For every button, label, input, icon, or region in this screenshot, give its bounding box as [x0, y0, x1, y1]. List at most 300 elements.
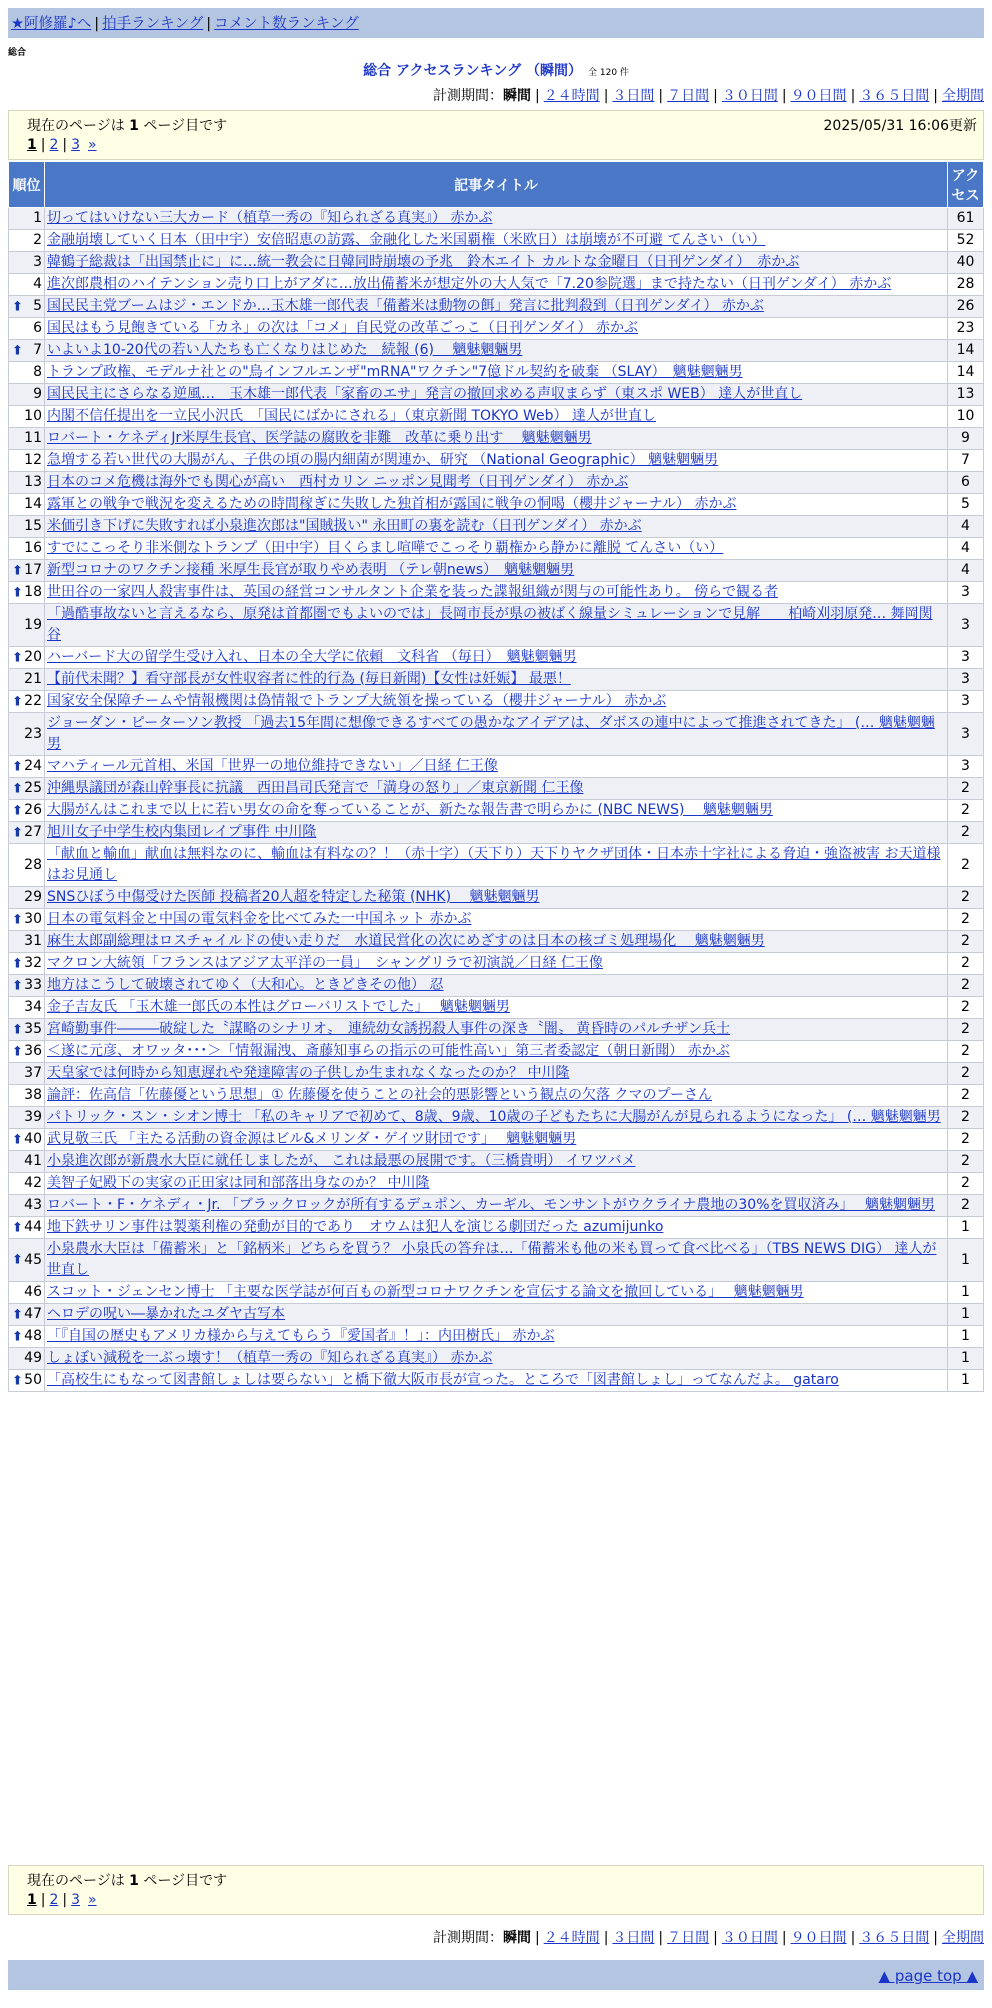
rank-cell — [9, 778, 45, 800]
title-cell — [45, 909, 948, 931]
clap-ranking-link[interactable]: 拍手ランキング — [102, 16, 204, 32]
table-row — [9, 274, 984, 296]
table-row — [9, 1107, 984, 1129]
article-title-link[interactable]: 韓鶴子総裁は「出国禁止に」に…統一教会に日韓同時崩壊の予兆 鈴木エイト カルトな金曜日（日刊ゲンダイ） 赤かぶ — [47, 254, 800, 270]
article-title-link[interactable]: 大腸がんはこれまで以上に若い男女の命を奪っていることが、新たな報告書で明らかに (NBC NEWS) 魑魅魍魎男 — [47, 802, 773, 818]
rank-number: 35 — [24, 1021, 42, 1037]
title-cell — [45, 691, 948, 713]
period-separator: | — [603, 1930, 609, 1946]
rank-number: 6 — [33, 320, 42, 336]
period-separator: | — [603, 88, 609, 104]
access-count: 4 — [948, 560, 984, 582]
period-option-link[interactable]: ７日間 — [667, 88, 710, 104]
article-title-link[interactable]: 国民はもう見飽きている「カネ」の次は「コメ」自民党の改革ごっこ（日刊ゲンダイ） 赤かぶ — [47, 320, 639, 336]
rank-cell — [9, 1304, 45, 1326]
rank-number: 2 — [33, 232, 42, 248]
article-title-link[interactable]: スコット・ジェンセン博士 「主要な医学誌が何百もの新型コロナワクチンを宣伝する論文を撤回している」 魑魅魍魎男 — [47, 1284, 804, 1300]
access-count: 2 — [948, 1173, 984, 1195]
rank-up-arrow-icon: ⬆ — [12, 1132, 23, 1147]
period-option-link[interactable]: ７日間 — [667, 1930, 710, 1946]
rank-cell — [9, 1107, 45, 1129]
home-link[interactable]: ★阿修羅♪へ — [11, 16, 92, 32]
title-cell — [45, 756, 948, 778]
article-title-link[interactable]: 地下鉄サリン事件は製薬利権の発動が目的であり オウムは犯人を演じる劇団だった azumijunko — [47, 1219, 664, 1235]
rank-cell — [9, 713, 45, 756]
table-row — [9, 604, 984, 647]
period-option-link[interactable]: ３０日間 — [721, 1930, 778, 1946]
title-cell — [45, 560, 948, 582]
article-title-link[interactable]: 内閣不信任提出を一立民小沢氏 「国民にばかにされる」（東京新聞 TOKYO Web） 達人が世直し — [47, 408, 656, 424]
rank-header: 順位 — [9, 162, 45, 208]
access-count: 2 — [948, 997, 984, 1019]
current-page-text — [27, 115, 227, 135]
pagination-next-link[interactable]: » — [88, 1892, 97, 1908]
table-row — [9, 647, 984, 669]
table-row — [9, 1239, 984, 1282]
article-title-link[interactable]: ジョーダン・ピーターソン教授 「過去15年間に想像できるすべての愚かなアイデアは、ダボスの連中によって推進されてきた」 (… 魑魅魍魎男 — [47, 715, 935, 752]
article-title-link[interactable]: 旭川女子中学生校内集団レイプ事件 中川隆 — [47, 824, 317, 840]
rank-number: 25 — [24, 780, 42, 796]
rank-number: 29 — [24, 889, 42, 905]
table-row — [9, 494, 984, 516]
rank-cell — [9, 647, 45, 669]
period-option-link[interactable]: ２４時間 — [543, 88, 600, 104]
access-count: 6 — [948, 472, 984, 494]
table-row — [9, 997, 984, 1019]
rank-number: 12 — [24, 452, 42, 468]
title-cell — [45, 1304, 948, 1326]
article-title-link[interactable]: 「『自国の歴史もアメリカ様から与えてもらう『愛国者』！」：内田樹氏」 赤かぶ — [47, 1328, 555, 1344]
table-row — [9, 1348, 984, 1370]
article-title-link[interactable]: 天皇家では何時から知恵遅れや発達障害の子供しか生まれなくなったのか？ 中川隆 — [47, 1065, 570, 1081]
title-cell — [45, 450, 948, 472]
period-option-link[interactable]: ９０日間 — [790, 88, 847, 104]
rank-cell — [9, 1195, 45, 1217]
article-title-link[interactable]: 金子吉友氏 「玉木雄一郎氏の本性はグローバリストでした」 魑魅魍魎男 — [47, 999, 510, 1015]
current-page-prefix: 現在のページは — [27, 1873, 130, 1889]
rank-number: 23 — [24, 725, 42, 742]
period-option-link[interactable]: 全期間 — [942, 1930, 984, 1946]
pagination-page-link[interactable]: 3 — [71, 1892, 81, 1908]
access-count: 2 — [948, 1085, 984, 1107]
comment-ranking-link[interactable]: コメント数ランキング — [214, 16, 359, 32]
access-count: 1 — [948, 1370, 984, 1392]
item-count: 全 120 件 — [588, 68, 629, 78]
rank-number: 48 — [24, 1328, 42, 1344]
title-cell — [45, 296, 948, 318]
pagination-current-page: 1 — [27, 137, 37, 153]
period-option-link[interactable]: 全期間 — [942, 88, 984, 104]
period-separator: | — [850, 88, 856, 104]
rank-up-arrow-icon: ⬆ — [12, 1307, 23, 1322]
rank-number: 5 — [33, 298, 42, 314]
rank-number: 31 — [24, 933, 42, 949]
pagination-page-link[interactable]: 2 — [49, 1892, 59, 1908]
rank-cell — [9, 800, 45, 822]
rank-number: 16 — [24, 540, 42, 556]
access-count: 3 — [948, 669, 984, 691]
rank-number: 47 — [24, 1306, 42, 1322]
nav-separator: | — [206, 16, 212, 32]
period-label: 計測期間： — [432, 1930, 503, 1946]
article-title-link[interactable]: 切ってはいけない三大カード（植草一秀の『知られざる真実』） 赤かぶ — [47, 210, 493, 226]
period-separator: | — [713, 1930, 718, 1946]
table-row — [9, 1019, 984, 1041]
period-option-link[interactable]: ３６５日間 — [859, 88, 930, 104]
access-count: 1 — [948, 1326, 984, 1348]
rank-number: 42 — [24, 1175, 42, 1191]
article-title-link[interactable]: 麻生太郎副総理はロスチャイルドの使い走りだ 水道民営化の次にめざすのは日本の核ゴミ処理場化 魑魅魍魎男 — [47, 933, 765, 949]
article-title-link[interactable]: 地方はこうして破壊されてゆく（大和心。ときどきその他） 忍 — [47, 977, 444, 993]
rank-cell — [9, 384, 45, 406]
article-title-link[interactable]: いよいよ10-20代の若い人たちも亡くなりはじめた 続報 (6) 魑魅魍魎男 — [47, 342, 523, 358]
article-title-link[interactable]: 論評：佐高信「佐藤優という思想」① 佐藤優を使うことの社会的悪影響という観点の欠落 クマのプーさん — [47, 1087, 713, 1103]
article-title-link[interactable]: 【前代未聞？】看守部長が女性収容者に性的行為 (毎日新聞)【女性は妊娠】 最悪！ — [47, 671, 571, 687]
article-title-link[interactable]: 日本のコメ危機は海外でも関心が高い 西村カリン ニッポン見聞考（日刊ゲンダイ） 赤かぶ — [47, 474, 629, 490]
rank-number: 36 — [24, 1043, 42, 1059]
access-count: 2 — [948, 844, 984, 887]
table-row — [9, 362, 984, 384]
rank-number: 20 — [24, 649, 42, 665]
rank-cell — [9, 1085, 45, 1107]
table-row — [9, 756, 984, 778]
period-option-link[interactable]: ３６５日間 — [859, 1930, 930, 1946]
rank-cell — [9, 296, 45, 318]
article-title-link[interactable]: 新型コロナのワクチン接種 米厚生長官が取りやめ表明 （テレ朝news） 魑魅魍魎男 — [47, 562, 575, 578]
access-count: 2 — [948, 778, 984, 800]
period-selector-bottom — [433, 1927, 984, 1947]
rank-cell — [9, 1063, 45, 1085]
access-count: 4 — [948, 538, 984, 560]
rank-up-arrow-icon: ⬆ — [12, 299, 23, 314]
rank-number: 17 — [24, 562, 42, 578]
rank-cell — [9, 909, 45, 931]
rank-up-arrow-icon: ⬆ — [12, 978, 23, 993]
access-count: 3 — [948, 582, 984, 604]
rank-up-arrow-icon: ⬆ — [12, 343, 23, 358]
article-title-link[interactable]: ロバート・F・ケネディ・Jr. 「ブラックロックが所有するデュポン、カーギル、モンサントがウクライナ農地の30%を買収済み」 魑魅魍魎男 — [47, 1197, 935, 1213]
period-option-link[interactable]: ９０日間 — [790, 1930, 847, 1946]
rank-cell — [9, 494, 45, 516]
rank-number: 49 — [24, 1350, 42, 1366]
access-count: 52 — [948, 230, 984, 252]
ranking-rows — [9, 208, 984, 1392]
period-separator: | — [933, 88, 938, 104]
rank-up-arrow-icon: ⬆ — [12, 803, 23, 818]
period-option-link[interactable]: ２４時間 — [543, 1930, 600, 1946]
rank-cell — [9, 669, 45, 691]
title-cell — [45, 230, 948, 252]
table-row — [9, 822, 984, 844]
rank-number: 41 — [24, 1153, 42, 1169]
article-title-link[interactable]: トランプ政権、モデルナ社との"鳥インフルエンザ"mRNA"ワクチン"7億ドル契約を破棄 （SLAY） 魑魅魍魎男 — [47, 364, 743, 380]
article-title-link[interactable]: しょぼい減税を一ぶっ壊す！（植草一秀の『知られざる真実』） 赤かぶ — [47, 1350, 493, 1366]
table-row — [9, 1063, 984, 1085]
title-cell — [45, 887, 948, 909]
rank-up-arrow-icon: ⬆ — [12, 585, 23, 600]
rank-number: 40 — [24, 1131, 42, 1147]
article-title-link[interactable]: マクロン大統領「フランスはアジア太平洋の一員」 シャングリラで初演説／日経 仁王像 — [47, 955, 603, 971]
current-page-number: 1 — [129, 1873, 139, 1889]
access-count: 2 — [948, 887, 984, 909]
period-selector-top — [433, 85, 984, 105]
article-title-link[interactable]: 米価引き下げに失敗すれば小泉進次郎は"国賊扱い" 永田町の裏を読む（日刊ゲンダイ） 赤かぶ — [47, 518, 642, 534]
rank-up-arrow-icon: ⬆ — [12, 1044, 23, 1059]
rank-up-arrow-icon: ⬆ — [12, 781, 23, 796]
article-title-link[interactable]: 金融崩壊していく日本（田中宇）安倍昭恵の訪露、金融化した米国覇権（米欧日）は崩壊が不可避 てんさい（い） — [47, 232, 766, 248]
rank-cell — [9, 274, 45, 296]
rank-number: 14 — [24, 496, 42, 512]
access-count: 4 — [948, 516, 984, 538]
rank-up-arrow-icon: ⬆ — [12, 1373, 23, 1388]
pagination — [27, 1892, 97, 1908]
table-row — [9, 1173, 984, 1195]
rank-cell — [9, 516, 45, 538]
section-tag: 総合 — [8, 48, 27, 58]
period-option-link[interactable]: ３日間 — [612, 88, 655, 104]
access-count: 2 — [948, 1041, 984, 1063]
article-title-link[interactable]: 美智子妃殿下の実家の正田家は同和部落出身なのか？ 中川隆 — [47, 1175, 430, 1191]
rank-up-arrow-icon: ⬆ — [12, 694, 23, 709]
rank-cell — [9, 1041, 45, 1063]
title-cell — [45, 713, 948, 756]
access-count: 23 — [948, 318, 984, 340]
table-row — [9, 1195, 984, 1217]
rank-number: 21 — [24, 671, 42, 687]
title-cell — [45, 252, 948, 274]
article-title-link[interactable]: 世田谷の一家四人殺害事件は、英国の経営コンサルタント企業を装った諜報組織が関与の可能性あり。 傍らで観る者 — [47, 584, 779, 600]
period-label: 計測期間： — [432, 88, 503, 104]
updated-timestamp: 2025/05/31 16:06更新 — [823, 118, 977, 134]
title-cell — [45, 428, 948, 450]
article-title-link[interactable]: SNSひぼう中傷受けた医師 投稿者20人超を特定した秘策 (NHK) 魑魅魍魎男 — [47, 889, 540, 905]
title-cell — [45, 406, 948, 428]
rank-number: 15 — [24, 518, 42, 534]
access-count: 2 — [948, 1063, 984, 1085]
access-count: 1 — [948, 1217, 984, 1239]
current-page-suffix: ページ目です — [138, 1873, 228, 1889]
article-title-link[interactable]: ロバート・ケネディJr米厚生長官、医学誌の腐敗を非難 改革に乗り出す 魑魅魍魎男 — [47, 430, 592, 446]
title-cell — [45, 318, 948, 340]
table-row — [9, 1370, 984, 1392]
article-title-link[interactable]: ハーバード大の留学生受け入れ、日本の全大学に依頼 文科省 （毎日） 魑魅魍魎男 — [47, 649, 577, 665]
article-title-link[interactable]: マハティール元首相、米国「世界一の地位維持できない」／日経 仁王像 — [47, 758, 498, 774]
table-row — [9, 1282, 984, 1304]
access-count: 13 — [948, 384, 984, 406]
access-count: 3 — [948, 756, 984, 778]
ranking-heading — [0, 60, 992, 80]
period-separator: | — [850, 1930, 856, 1946]
rank-number: 34 — [24, 999, 42, 1015]
access-count: 2 — [948, 1019, 984, 1041]
rank-number: 9 — [33, 386, 42, 402]
title-cell — [45, 1282, 948, 1304]
rank-number: 8 — [33, 364, 42, 380]
table-row — [9, 953, 984, 975]
table-row — [9, 252, 984, 274]
title-cell — [45, 472, 948, 494]
article-title-link[interactable]: 「高校生にもなって図書館しょしは要らない」と橋下徹大阪市長が宣った。ところで「図書館しょし」ってなんだよ。 gataro — [47, 1372, 839, 1388]
rank-cell — [9, 318, 45, 340]
table-row — [9, 582, 984, 604]
article-title-link[interactable]: 国家安全保障チームや情報機関は偽情報でトランプ大統領を操っている（櫻井ジャーナル） 赤かぶ — [47, 693, 667, 709]
page-top-link[interactable]: ▲ page top ▲ — [878, 1967, 978, 1985]
page-title: 総合 アクセスランキング （瞬間） — [363, 63, 582, 79]
title-cell — [45, 778, 948, 800]
table-row — [9, 230, 984, 252]
period-separator: | — [781, 1930, 787, 1946]
article-title-link[interactable]: 進次郎農相のハイテンション売り口上がアダに…放出備蓄米が想定外の大人気で「7.20参院選」まで持たない（日刊ゲンダイ） 赤かぶ — [47, 276, 892, 292]
title-cell — [45, 516, 948, 538]
article-title-link[interactable]: 「過酷事故ないと言えるなら、原発は首都圏でもよいのでは」長岡市長が県の被ばく線量シミュレーションで見解 柏崎刈羽原発… 舞岡関谷 — [47, 606, 933, 643]
rank-cell — [9, 230, 45, 252]
period-separator: | — [658, 88, 664, 104]
article-title-link[interactable]: 急増する若い世代の大腸がん、子供の頃の腸内細菌が関連か、研究 （National Geographic） 魑魅魍魎男 — [47, 452, 719, 468]
access-count: 1 — [948, 1282, 984, 1304]
rank-number: 27 — [24, 824, 42, 840]
article-title-link[interactable]: 宮崎勤事件―――破綻した〝謀略のシナリオ〟 連続幼女誘拐殺人事件の深き〝闇〟 黄昏時のパルチザン兵士 — [47, 1021, 731, 1037]
article-title-link[interactable]: 沖縄県議団が森山幹事長に抗議 西田昌司氏発言で「満身の怒り」／東京新聞 仁王像 — [47, 780, 584, 796]
rank-number: 38 — [24, 1087, 42, 1103]
rank-cell — [9, 1370, 45, 1392]
article-title-link[interactable]: 国民民主にさらなる逆風… 玉木雄一郎代表「家畜のエサ」発言の撤回求める声収まらず（東スポ WEB） 達人が世直し — [47, 386, 803, 402]
article-title-link[interactable]: 「献血と輸血」献血は無料なのに、輸血は有料なの？！（赤十字）（天下り）天下りヤクザ団体・日本赤十字社による脅迫・強盗被害 お天道様はお見通し — [47, 846, 941, 883]
table-row — [9, 1326, 984, 1348]
access-count: 26 — [948, 296, 984, 318]
title-cell — [45, 1041, 948, 1063]
period-current: 瞬間 — [502, 88, 531, 104]
rank-number: 18 — [24, 584, 42, 600]
period-option-link[interactable]: ３０日間 — [721, 88, 778, 104]
article-title-link[interactable]: パトリック・スン・シオン博士 「私のキャリアで初めて、8歳、9歳、10歳の子どもたちに大腸がんが見られるようになった」 (… 魑魅魍魎男 — [47, 1109, 941, 1125]
title-cell — [45, 1129, 948, 1151]
table-row — [9, 450, 984, 472]
period-separator: | — [713, 88, 718, 104]
title-cell — [45, 1217, 948, 1239]
access-count: 10 — [948, 406, 984, 428]
current-page-suffix: ページ目です — [138, 118, 228, 134]
rank-number: 13 — [24, 474, 42, 490]
rank-cell — [9, 953, 45, 975]
access-count: 2 — [948, 1129, 984, 1151]
rank-number: 30 — [24, 911, 42, 927]
table-row — [9, 1151, 984, 1173]
table-row — [9, 318, 984, 340]
title-cell — [45, 997, 948, 1019]
access-count: 1 — [948, 1239, 984, 1282]
rank-cell — [9, 822, 45, 844]
rank-cell — [9, 1282, 45, 1304]
title-cell — [45, 953, 948, 975]
rank-cell — [9, 406, 45, 428]
article-title-link[interactable]: 国民民主党ブームはジ・エンドか…玉木雄一郎代表「備蓄米は動物の餌」発言に批判殺到（日刊ゲンダイ） 赤かぶ — [47, 298, 764, 314]
table-row — [9, 887, 984, 909]
table-row — [9, 406, 984, 428]
rank-number: 11 — [24, 430, 42, 446]
title-cell — [45, 844, 948, 887]
title-cell — [45, 931, 948, 953]
table-row — [9, 909, 984, 931]
rank-up-arrow-icon: ⬆ — [12, 912, 23, 927]
ranking-table — [8, 161, 984, 1392]
period-option-link[interactable]: ３日間 — [612, 1930, 655, 1946]
table-row — [9, 560, 984, 582]
article-title-link[interactable]: ＜遂に元彦、オワッタ･･･＞「情報漏洩、斎藤知事らの指示の可能性高い」第三者委認定（朝日新聞） 赤かぶ — [47, 1043, 730, 1059]
pagination-page-link[interactable]: 2 — [49, 137, 59, 153]
access-count: 3 — [948, 647, 984, 669]
rank-cell — [9, 1348, 45, 1370]
rank-cell — [9, 604, 45, 647]
title-cell — [45, 1085, 948, 1107]
rank-number: 22 — [24, 693, 42, 709]
nav-separator: | — [94, 16, 100, 32]
rank-cell — [9, 472, 45, 494]
access-count: 14 — [948, 362, 984, 384]
article-title-link[interactable]: 露軍との戦争で戦況を変えるための時間稼ぎに失敗した独首相が露国に戦争の恫喝（櫻井ジャーナル） 赤かぶ — [47, 496, 737, 512]
article-title-link[interactable]: 日本の電気料金と中国の電気料金を比べてみた一中国ネット 赤かぶ — [47, 911, 472, 927]
current-page-number: 1 — [129, 118, 139, 134]
title-cell — [45, 604, 948, 647]
pagination-page-link[interactable]: 3 — [71, 137, 81, 153]
access-count: 2 — [948, 822, 984, 844]
pagination-next-link[interactable]: » — [88, 137, 97, 153]
page-info-bottom — [8, 1865, 984, 1915]
rank-number: 50 — [24, 1372, 42, 1388]
table-row — [9, 975, 984, 997]
article-title-link[interactable]: 小泉農水大臣は「備蓄米」と「銘柄米」どちらを買う？ 小泉氏の答弁は…「備蓄米も他の米も買って食べ比べる」（TBS NEWS DIG） 達人が世直し — [47, 1241, 937, 1278]
footer-bar — [8, 1960, 984, 1990]
title-cell — [45, 340, 948, 362]
table-row — [9, 844, 984, 887]
rank-number: 37 — [24, 1065, 42, 1081]
table-row — [9, 472, 984, 494]
rank-number: 44 — [24, 1219, 42, 1235]
article-title-link[interactable]: 小泉進次郎が新農水大臣に就任しましたが、 これは最悪の展開です。（三橋貴明） イワツバメ — [47, 1153, 636, 1169]
title-cell — [45, 1348, 948, 1370]
rank-cell — [9, 428, 45, 450]
rank-number: 45 — [24, 1251, 42, 1268]
table-row — [9, 1217, 984, 1239]
rank-up-arrow-icon: ⬆ — [12, 1329, 23, 1344]
rank-number: 3 — [33, 254, 42, 270]
rank-up-arrow-icon: ⬆ — [12, 759, 23, 774]
table-row — [9, 1085, 984, 1107]
table-row — [9, 384, 984, 406]
access-count: 2 — [948, 953, 984, 975]
article-title-link[interactable]: 武見敬三氏 「主たる活動の資金源はビル&メリンダ・ゲイツ財団です」 魑魅魍魎男 — [47, 1131, 577, 1147]
rank-up-arrow-icon: ⬆ — [12, 563, 23, 578]
access-count: 14 — [948, 340, 984, 362]
title-cell — [45, 208, 948, 230]
access-count: 2 — [948, 975, 984, 997]
access-count: 61 — [948, 208, 984, 230]
table-row — [9, 691, 984, 713]
title-cell — [45, 494, 948, 516]
title-cell — [45, 1063, 948, 1085]
current-page-prefix: 現在のページは — [27, 118, 130, 134]
article-title-link[interactable]: ヘロデの呪い―暴かれたユダヤ古写本 — [47, 1306, 285, 1322]
access-count: 9 — [948, 428, 984, 450]
table-row — [9, 208, 984, 230]
rank-number: 33 — [24, 977, 42, 993]
rank-cell — [9, 538, 45, 560]
rank-cell — [9, 582, 45, 604]
rank-number: 24 — [24, 758, 42, 774]
article-title-link[interactable]: すでにこっそり非米側なトランプ（田中宇）目くらまし喧嘩でこっそり覇権から静かに離脱 てんさい（い） — [47, 540, 724, 556]
access-count: 3 — [948, 713, 984, 756]
rank-cell — [9, 208, 45, 230]
table-row — [9, 931, 984, 953]
